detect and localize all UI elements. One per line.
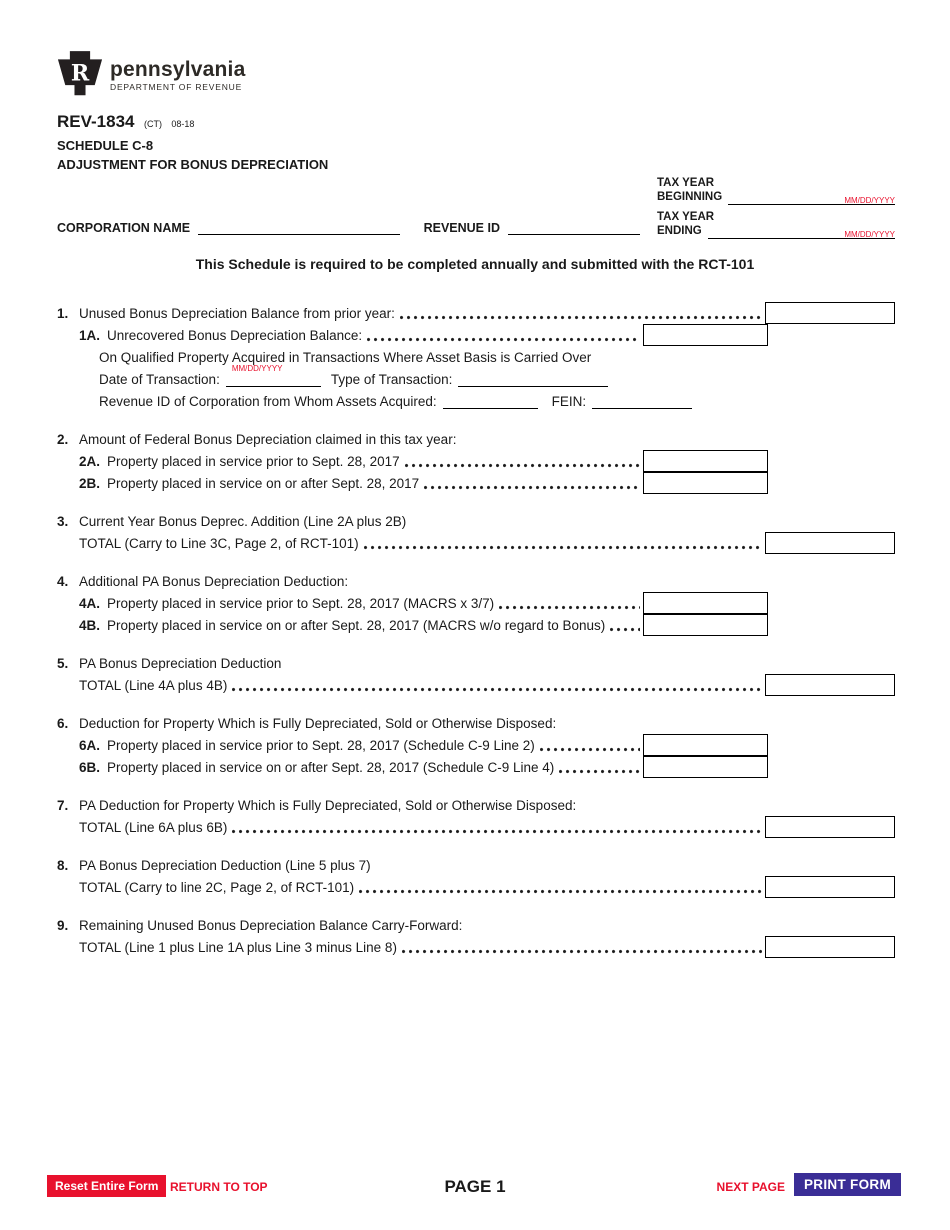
keystone-icon	[57, 50, 103, 100]
line-number: 3.	[57, 513, 69, 529]
line-number: 6A.	[79, 737, 101, 753]
line-number: 6.	[57, 715, 69, 731]
form-instruction: This Schedule is required to be completed annually and submitted with the RCT-101	[195, 256, 755, 272]
dot-leader	[559, 769, 640, 774]
line-text: Unrecovered Bonus Depreciation Balance:	[107, 327, 363, 343]
line7-total-field[interactable]	[765, 816, 895, 838]
line-text: Deduction for Property Which is Fully Depreciated, Sold or Otherwise Disposed:	[79, 715, 557, 731]
revenue-id-label: REVENUE ID	[423, 221, 500, 235]
line-text: Remaining Unused Bonus Depreciation Balance Carry-Forward:	[79, 917, 463, 933]
tax-year-block	[657, 176, 895, 239]
form-line-7-total	[57, 816, 895, 838]
pa-revenue-logo	[57, 50, 328, 100]
form-line-3	[57, 510, 895, 532]
line6-group	[57, 712, 895, 778]
line-number: 4A.	[79, 595, 101, 611]
form-line-6a	[57, 734, 895, 756]
form-number: REV-1834	[57, 112, 135, 131]
line8-total-field[interactable]	[765, 876, 895, 898]
line-text: Property placed in service on or after Sept. 28, 2017	[107, 475, 420, 491]
form-line-2	[57, 428, 895, 450]
form-title: ADJUSTMENT FOR BONUS DEPRECIATION	[57, 157, 329, 172]
line-text: PA Deduction for Property Which is Fully Depreciated, Sold or Otherwise Disposed:	[79, 797, 577, 813]
form-line-4a	[57, 592, 895, 614]
line6b-amount-field[interactable]	[643, 756, 768, 778]
date-format-hint: MM/DD/YYYY	[844, 196, 895, 205]
form-line-9	[57, 914, 895, 936]
line-number: 8.	[57, 857, 69, 873]
transaction-type-label: Type of Transaction:	[330, 371, 453, 387]
line2b-amount-field[interactable]	[643, 472, 768, 494]
line-number: 5.	[57, 655, 69, 671]
line1a-amount-field[interactable]	[643, 324, 768, 346]
line5-total-field[interactable]	[765, 674, 895, 696]
logo-text	[110, 59, 245, 92]
form-line-4b	[57, 614, 895, 636]
tax-year-beginning-block	[657, 176, 895, 205]
dot-leader	[424, 485, 640, 490]
dot-leader	[367, 337, 640, 342]
form-code: (CT)	[143, 119, 162, 129]
logo-brand: pennsylvania	[110, 57, 246, 81]
form-line-7	[57, 794, 895, 816]
transaction-row	[57, 363, 895, 390]
line-text: Current Year Bonus Deprec. Addition (Line 2A plus 2B)	[79, 513, 407, 529]
date-format-hint: MM/DD/YYYY	[844, 230, 895, 239]
schedule-label: SCHEDULE C-8	[57, 138, 154, 153]
fein-label: FEIN:	[551, 393, 587, 409]
page-number: PAGE 1	[444, 1177, 506, 1196]
beginning-label: BEGINNING	[657, 191, 723, 203]
dot-leader	[232, 687, 762, 692]
line-number: 2A.	[79, 453, 101, 469]
line-text: Property placed in service prior to Sept. 28, 2017	[107, 453, 400, 469]
line-number: 7.	[57, 797, 69, 813]
form-line-5-total	[57, 674, 895, 696]
date-format-hint: MM/DD/YYYY	[231, 363, 283, 373]
acquired-revenue-id-field[interactable]	[443, 394, 538, 409]
dot-leader	[359, 889, 762, 894]
line7-group	[57, 794, 895, 838]
line5-group	[57, 652, 895, 696]
corporation-name-label: CORPORATION NAME	[57, 221, 191, 235]
line-text: Additional PA Bonus Depreciation Deduction:	[79, 573, 349, 589]
line4-group	[57, 570, 895, 636]
line-number: 1A.	[79, 327, 101, 343]
form-body	[57, 302, 895, 958]
form-line-2a	[57, 450, 895, 472]
acquired-row	[57, 390, 895, 412]
form-line-6	[57, 712, 895, 734]
return-to-top-link[interactable]: RETURN TO TOP	[170, 1180, 268, 1194]
total-text: TOTAL (Carry to line 2C, Page 2, of RCT-101)	[79, 879, 355, 895]
line-number: 6B.	[79, 759, 101, 775]
form-line-4	[57, 570, 895, 592]
line-text: Unused Bonus Depreciation Balance from prior year:	[79, 305, 395, 321]
form-line-9-total	[57, 936, 895, 958]
line-number: 4.	[57, 573, 69, 589]
dot-leader	[364, 545, 762, 550]
line-number: 1.	[57, 305, 69, 321]
line8-group	[57, 854, 895, 898]
dot-leader	[540, 747, 640, 752]
corporation-name-field[interactable]	[198, 220, 399, 235]
line-text: PA Bonus Depreciation Deduction (Line 5 plus 7)	[79, 857, 371, 873]
line-text: Property placed in service on or after Sept. 28, 2017 (MACRS w/o regard to Bonus)	[107, 617, 606, 633]
total-text: TOTAL (Carry to Line 3C, Page 2, of RCT-101)	[79, 535, 359, 551]
acquired-revenue-id-label: Revenue ID of Corporation from Whom Assets Acquired:	[99, 393, 437, 409]
form-line-1	[57, 302, 895, 324]
line6a-amount-field[interactable]	[643, 734, 768, 756]
line-text: Property placed in service on or after Sept. 28, 2017 (Schedule C-9 Line 4)	[107, 759, 555, 775]
line2a-amount-field[interactable]	[643, 450, 768, 472]
line9-group	[57, 914, 895, 958]
line-text: Amount of Federal Bonus Depreciation claimed in this tax year:	[79, 431, 457, 447]
transaction-type-field[interactable]	[458, 372, 608, 387]
revenue-id-field[interactable]	[508, 220, 640, 235]
line9-total-field[interactable]	[765, 936, 895, 958]
line-text: Property placed in service prior to Sept. 28, 2017 (MACRS x 3/7)	[107, 595, 495, 611]
form-line-8-total	[57, 876, 895, 898]
print-form-button[interactable]: PRINT FORM	[794, 1173, 901, 1196]
reset-entire-form-button[interactable]: Reset Entire Form	[47, 1175, 166, 1197]
transaction-date-field[interactable]	[226, 363, 321, 387]
dot-leader	[405, 463, 640, 468]
tax-year-label: TAX YEAR	[657, 177, 715, 189]
line-text: Property placed in service prior to Sept. 28, 2017 (Schedule C-9 Line 2)	[107, 737, 535, 753]
line1-amount-field[interactable]	[765, 302, 895, 324]
logo-department: DEPARTMENT OF REVENUE	[110, 81, 243, 92]
total-text: TOTAL (Line 6A plus 6B)	[79, 819, 228, 835]
corporation-row	[57, 220, 640, 235]
dot-leader	[232, 829, 762, 834]
dot-leader	[400, 315, 762, 320]
line3-total-field[interactable]	[765, 532, 895, 554]
form-line-3-total	[57, 532, 895, 554]
form-line-8	[57, 854, 895, 876]
dot-leader	[402, 949, 762, 954]
tax-year-label: TAX YEAR	[657, 211, 715, 223]
line1-group	[57, 302, 895, 412]
next-page-link[interactable]: NEXT PAGE	[716, 1180, 785, 1194]
transaction-date-label: Date of Transaction:	[99, 371, 220, 387]
form-header	[57, 50, 328, 172]
line-number: 9.	[57, 917, 69, 933]
ending-label: ENDING	[657, 225, 702, 237]
line4a-amount-field[interactable]	[643, 592, 768, 614]
tax-year-ending-block	[657, 210, 895, 239]
line1-note	[57, 346, 895, 368]
form-revision: 08-18	[171, 119, 195, 129]
tax-year-ending-field[interactable]	[708, 225, 895, 239]
line-number: 4B.	[79, 617, 101, 633]
svg-text:R: R	[70, 60, 90, 87]
tax-year-beginning-field[interactable]	[728, 191, 895, 205]
form-line-2b	[57, 472, 895, 494]
form-line-6b	[57, 756, 895, 778]
form-line-1a	[57, 324, 895, 346]
line-text: PA Bonus Depreciation Deduction	[79, 655, 282, 671]
line2-group	[57, 428, 895, 494]
fein-field[interactable]	[592, 394, 692, 409]
line4b-amount-field[interactable]	[643, 614, 768, 636]
dot-leader	[610, 627, 640, 632]
total-text: TOTAL (Line 1 plus Line 1A plus Line 3 minus Line 8)	[79, 939, 397, 955]
form-line-5	[57, 652, 895, 674]
dot-leader	[499, 605, 640, 610]
line-number: 2.	[57, 431, 69, 447]
line-text: On Qualified Property Acquired in Transactions Where Asset Basis is Carried Over	[99, 349, 592, 365]
line3-group	[57, 510, 895, 554]
total-text: TOTAL (Line 4A plus 4B)	[79, 677, 228, 693]
line-number: 2B.	[79, 475, 101, 491]
form-number-row	[57, 112, 328, 132]
